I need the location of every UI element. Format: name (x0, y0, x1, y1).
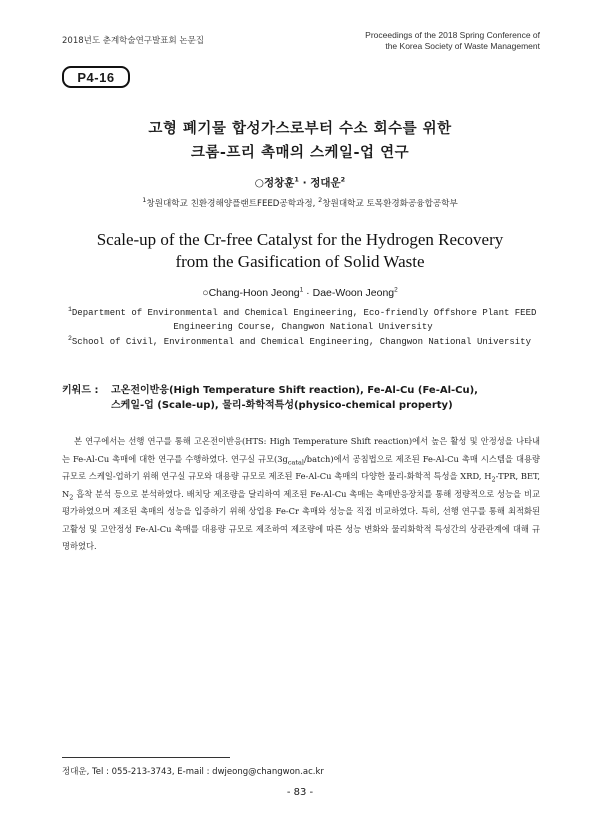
author-ko-2-sup: 2 (340, 175, 346, 184)
header-right-line2: the Korea Society of Waste Management (385, 41, 540, 51)
page-number: - 83 - (286, 787, 314, 798)
affil-en-sup1: 1 (68, 306, 72, 313)
affiliation-en-line3 (68, 337, 538, 347)
abstract-part4: 흡착 분석 등으로 분석하였다. 배치당 제조량을 달리하여 제조된 Fe-Al-Cu 촉매는 촉매반응장치를 통해 정량적으로 성능을 비교 평가하였으며 제조된 촉매의 성능을 입증하기 위해 상업용 Fe-Cr 촉매와 성능을 직접 비교하였다. 특히, 선행 연구를 통해 최적화된 고활성 및 고안정성 Fe-Al-Cu 촉매를 대용량 규모로 제조하여 제조량에 따른 성능 변화와 물리화학적 특성간의 상관관계에 대해 규명하였다. (62, 488, 540, 551)
affil-ko-2: 창원대학교 토목환경화공융합공학부 (322, 199, 458, 209)
title-en-line2: from the Gasification of Solid Waste (175, 252, 425, 271)
author-separator-en: · (303, 287, 313, 299)
affiliation-en-line2: Engineering Course, Changwon National University (173, 322, 433, 332)
footnote: 정대운, Tel : 055-213-3743, E-mail : dwjeong@changwon.ac.kr (62, 767, 324, 777)
affil-ko-1: 창원대학교 친환경해양플랜트FEED공학과정, (146, 199, 319, 209)
abstract-part3: -TPR, BET, N (62, 471, 540, 499)
abstract-sub-catal: catal (287, 458, 304, 467)
affiliation-ko (0, 197, 600, 209)
title-en-line1: Scale-up of the Cr-free Catalyst for the Hydrogen Recovery (96, 230, 504, 249)
affiliation-en-line1 (68, 308, 538, 318)
affil-en-sup2: 2 (68, 335, 72, 342)
presenter-mark-en: ○ (202, 287, 209, 299)
authors-ko (0, 175, 600, 190)
affil-en-2: School of Civil, Environmental and Chemical Engineering, Changwon National University (71, 337, 531, 347)
header-left: 2018년도 춘계학술연구발표회 논문집 (62, 36, 204, 46)
title-ko-line1: 고형 폐기물 합성가스로부터 수소 회수를 위한 (148, 121, 452, 137)
keywords (62, 383, 542, 413)
author-ko-1: 정창훈 (263, 177, 295, 189)
paper-code: P4-16 (77, 69, 115, 85)
affil-ko-sup1: 1 (142, 196, 147, 205)
affil-ko-sup2: 2 (318, 196, 323, 205)
paper-code-badge (62, 66, 130, 88)
footnote-rule (62, 757, 230, 758)
author-en-2-sup: 2 (394, 286, 398, 294)
authors-en (0, 287, 600, 299)
keywords-label: 키워드 : (62, 385, 99, 396)
affil-en-1: Department of Environmental and Chemical Engineering, Eco-friendly Offshore Plant FEED (71, 308, 537, 318)
title-ko-line2: 크롬-프리 촉매의 스케일-업 연구 (190, 145, 410, 161)
author-ko-1-sup: 1 (294, 175, 299, 184)
abstract-part1: 본 연구에서는 선행 연구를 통해 고온전이반응(HTS: High Temperature Shift reaction)에서 높은 활성 및 안정성을 나타내는 Fe-Al-Cu 촉매에 대한 연구를 수행하였다. 연구실 규모(3g (62, 436, 540, 464)
keywords-line1: 고온전이반응(High Temperature Shift reaction), Fe-Al-Cu (Fe-Al-Cu), (111, 385, 478, 396)
author-ko-2: 정대운 (310, 177, 341, 189)
header-right (365, 30, 540, 52)
header-right-line1: Proceedings of the 2018 Spring Conference of (365, 30, 540, 40)
author-en-1-sup: 1 (299, 286, 304, 294)
author-en-2: Dae-Woon Jeong (312, 287, 395, 299)
author-en-1: Chang-Hoon Jeong (208, 287, 300, 299)
abstract-sub-h2: 2 (491, 475, 496, 484)
presenter-mark: ○ (254, 177, 264, 189)
abstract-part2: /batch)에서 공침법으로 제조된 Fe-Al-Cu 촉매 시스템을 대용량 규모로 스케일-업하기 위해 연구실 규모와 대용량 규모로 제조된 Fe-Al-Cu 촉매의 다양한 물리-화학적 특성을 XRD, H (62, 453, 540, 481)
author-separator: · (298, 177, 311, 189)
abstract-sub-n2: 2 (69, 493, 74, 502)
abstract-body (62, 433, 540, 556)
keywords-line2: 스케일-업 (Scale-up), 물리-화학적특성(physico-chemical property) (111, 400, 453, 411)
